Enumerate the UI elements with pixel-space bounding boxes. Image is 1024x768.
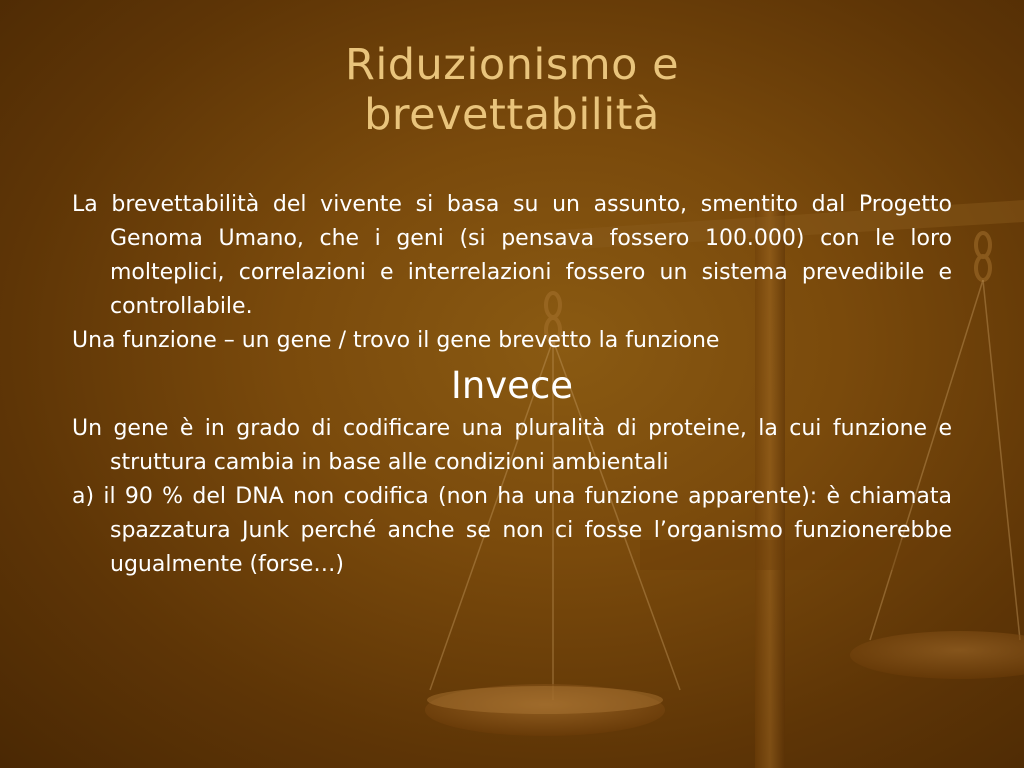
paragraph-assunto: La brevettabilità del vivente si basa su un assunto, smentito dal Progetto Genoma Umano, che i geni (si pensava fossero 100.000) con le loro molteplici, correlazioni e interrelazioni fossero un sistema prevedibile e controllabile. — [72, 192, 952, 319]
slide-title — [0, 40, 1024, 140]
paragraph-dna-junk: a) il 90 % del DNA non codifica (non ha una funzione apparente): è chiamata spazzatura Junk perché anche se non ci fosse l’organismo funzionerebbe ugualmente (forse…) — [72, 484, 952, 577]
title-line-2: brevettabilità — [364, 90, 660, 140]
paragraph-funzione-gene: Una funzione – un gene / trovo il gene brevetto la funzione — [72, 328, 720, 353]
slide-body — [72, 188, 952, 582]
title-line-1: Riduzionismo e — [344, 40, 680, 90]
invece-heading: Invece — [450, 364, 574, 407]
paragraph-pluralita-proteine: Un gene è in grado di codificare una pluralità di proteine, la cui funzione e struttura cambia in base alle condizioni ambientali — [72, 416, 952, 475]
